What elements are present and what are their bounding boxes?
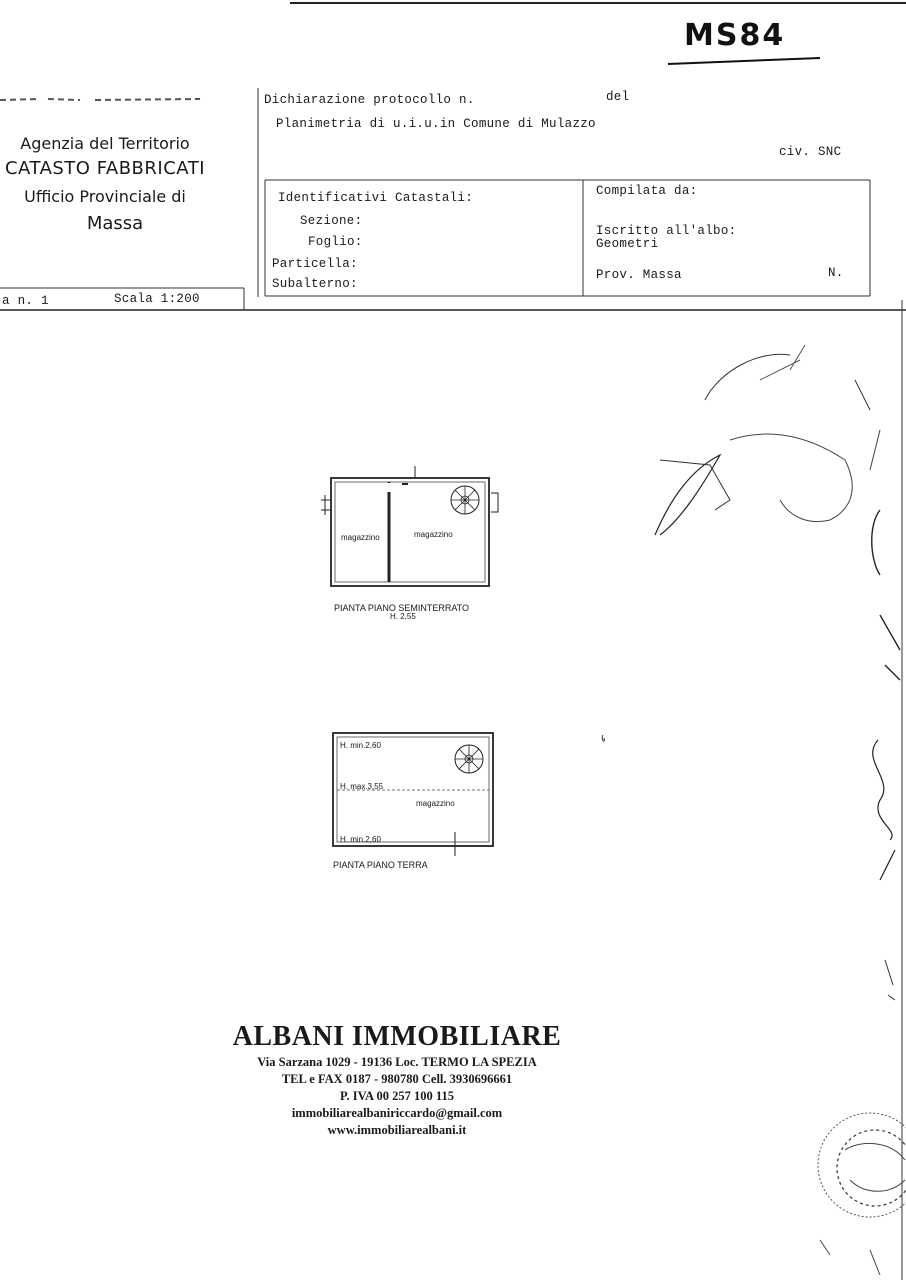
civ-label: civ. SNC — [779, 145, 842, 159]
registered-label: Iscritto all'albo: — [596, 224, 737, 238]
registered-value: Geometri — [596, 237, 659, 251]
office-name: Ufficio Provinciale di — [24, 187, 186, 206]
parcel-label: Particella: — [272, 257, 358, 271]
basement-caption: PIANTA PIANO SEMINTERRATO — [334, 603, 470, 613]
basement-room-right: magazzino — [414, 530, 453, 539]
basement-height: H. 2,55 — [390, 612, 416, 621]
subunit-label: Subalterno: — [272, 277, 358, 291]
basement-room-left: magazzino — [341, 533, 380, 542]
protocol-del: del — [606, 90, 630, 104]
registry-name: CATASTO FABBRICATI — [4, 158, 206, 179]
stamp-website: www.immobiliarealbani.it — [327, 1123, 467, 1137]
office-city: Massa — [86, 213, 144, 234]
stamp-company: ALBANI IMMOBILIARE — [232, 1021, 562, 1052]
ground-caption: PIANTA PIANO TERRA — [333, 860, 428, 870]
number-label: N. — [828, 266, 844, 280]
section-label: Sezione: — [300, 214, 363, 228]
ground-hmin-top: H. min.2,60 — [340, 741, 381, 750]
agency-name: Agenzia del Territorio — [20, 134, 190, 153]
stamp-address: Via Sarzana 1029 - 19136 Loc. TERMO LA SPEZIA — [257, 1055, 537, 1069]
identifiers-heading: Identificativi Catastali: — [278, 191, 474, 205]
compiled-label: Compilata da: — [596, 184, 698, 198]
province-label: Prov. Massa — [596, 268, 682, 282]
stamp-phone: TEL e FAX 0187 - 980780 Cell. 3930696661 — [281, 1072, 513, 1086]
handwritten-code: MS84 — [684, 18, 786, 53]
sheet-label: Foglio: — [308, 235, 363, 249]
plan-label: Planimetria di u.i.u.in Comune di Mulazzo — [276, 117, 596, 131]
stamp-email: immobiliarealbaniriccardo@gmail.com — [291, 1106, 503, 1120]
sheet-number: a n. 1 — [2, 294, 49, 308]
ground-hmin-bottom: H. min.2,60 — [340, 835, 381, 844]
scale-label: Scala 1:200 — [114, 292, 200, 306]
protocol-label: Dichiarazione protocollo n. — [264, 93, 475, 107]
stamp-vat: P. IVA 00 257 100 115 — [340, 1089, 454, 1103]
ground-room: magazzino — [416, 799, 455, 808]
ground-hmax: H. max.3,55 — [340, 782, 384, 791]
